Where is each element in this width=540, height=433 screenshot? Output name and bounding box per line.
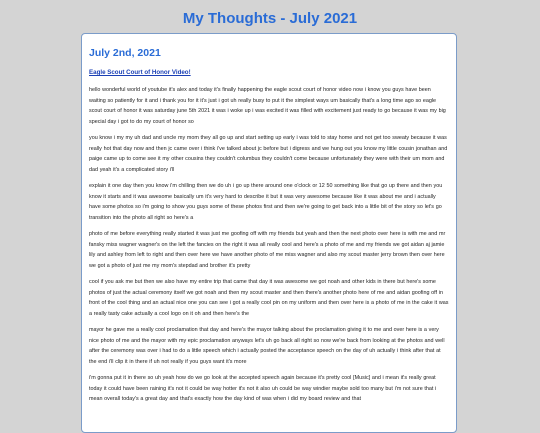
- post-paragraph: hello wonderful world of youtube it's alex and today it's finally happening the eagle scout court of honor video now i know you guys have been waiting so patiently for it and i thank you for it it's just i got uh really busy to put it the simplest ways um basically that's a long time ago so eagle scout court of honor it was saturday june 5th 2021 it was i woke up i was excited it was filled with excitement just ready to go because it was my big special day i got to do my court of honor so: [89, 87, 446, 125]
- page-title: My Thoughts - July 2021: [182, 10, 358, 27]
- post-paragraph: photo of me before everything really started it was just me goofing off with my friends but yeah and then the next photo over here is with me and mr fansky miss wagner wagner's on the left the fancies on the right it was all really cool and here's a photo of me and my friends we got aidan aj jamie lily and ashley from left to right and then over here we have another photo of me miss wagner and also my scout master jerry brown then over here we got a photo of just me my mom's stepdad and brother it's pretty: [89, 231, 446, 269]
- post-date-heading: July 2nd, 2021: [89, 47, 161, 59]
- post-paragraph: cool if you ask me but then we also have my entire trip that came that day it was awesome we got noah and other kids in there but here's some photos of just the actual ceremony itself we got noah and then my scout master and then there's another photo here of me and aidan goofing off in front of the cool thing and an actual nice one you can see i got a really cool pin on my uniform and then over here is a photo of me in the cake it was a really tasty cake actually a cool logo on it oh and then here's the: [89, 279, 449, 317]
- blog-post-card: [81, 33, 457, 433]
- post-paragraph: mayor he gave me a really cool proclamation that day and here's the mayor talking about the proclamation giving it to me and over here is a very nice photo of me and the mayor with my epic proclamation anyways let's uh go back all right so now we're back from looking at the photos and well after the ceremony was over i had to do a little speech which i actually posted the acceptance speech on the day of uh actually i think after that at the end i'll clip it in there if uh not really if you guys want it's more: [89, 327, 445, 365]
- post-paragraph: i'm gonna put it in there so uh yeah how do we go look at the accepted speech again because it's pretty cool [Music] and i mean it's really great today it could have been raining it's not it could be way hotter it's not it also uh could be way windier maybe sold too many but i'm not sure that i mean overall today's a great day and that's exactly how the day kind of was when i did my board review and that: [89, 375, 437, 402]
- post-paragraph: explain it one day then you know i'm chilling then we do uh i go up there around one o'clock or 12 50 something like that go up there and then you know it starts and it was awesome basically um it's very hard to describe it but it was very awesome because like it was about me and i actually have some photos so i'm going to show you guys some of these photos first and then we're going to get back into a little bit of the story so let's go transition into the photo all right so here's a: [89, 183, 443, 221]
- post-paragraph: you know i my my uh dad and uncle my mom they all go up and start setting up early i was told to stay home and not get too sweaty because it was really hot that day now and then jc came over i think i've talked about jc before but i digress and we hung out you know my little cousin jonathan and paige came up to come see it my other cousins they couldn't columbus they couldn't come because unfortunately they were with their um mom and dad yeah it's a complicated story i'll: [89, 135, 448, 173]
- video-link[interactable]: Eagle Scout Court of Honor Video!: [89, 69, 191, 76]
